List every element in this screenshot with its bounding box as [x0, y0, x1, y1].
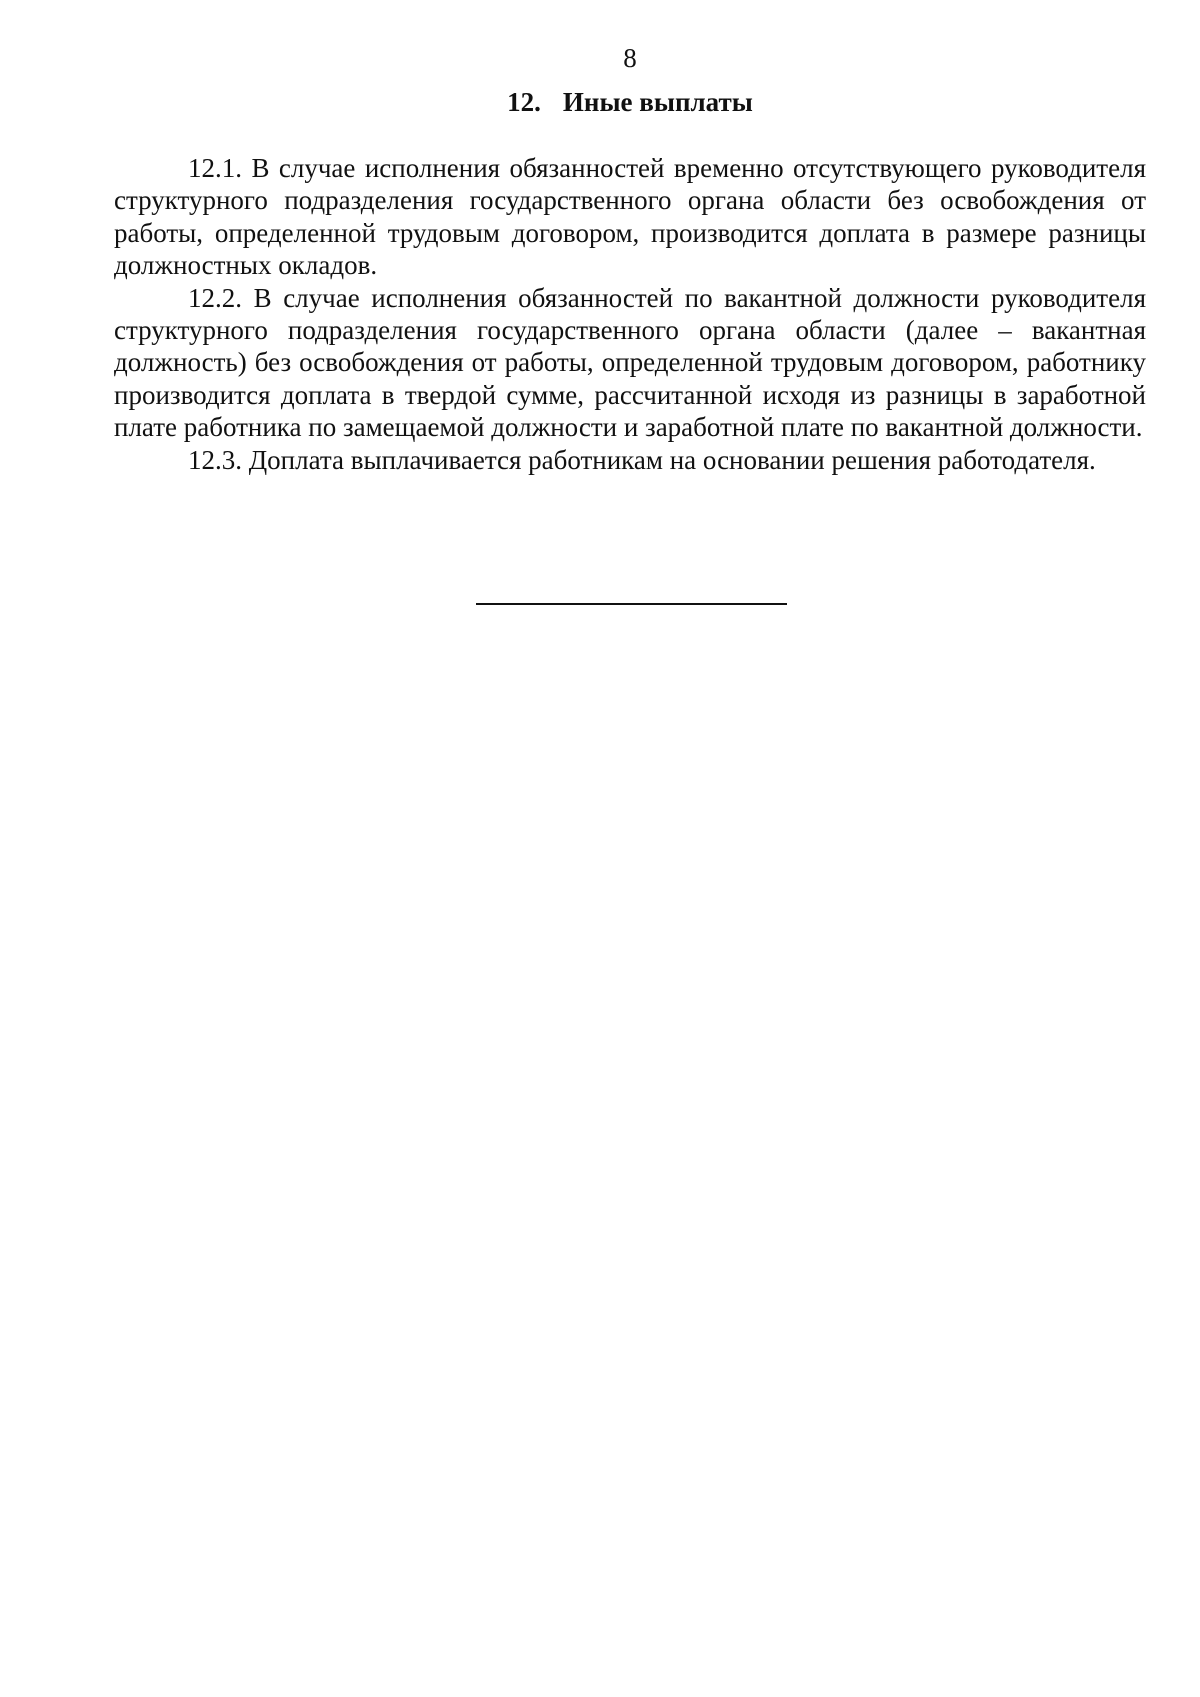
end-of-section-divider — [476, 603, 787, 605]
section-title: Иные выплаты — [562, 87, 753, 117]
section-heading — [0, 86, 1200, 118]
section-number: 12. — [507, 87, 541, 117]
paragraph-12-3: 12.3. Доплата выплачивается работникам на основании решения работодателя. — [188, 444, 1096, 475]
page-number: 8 — [623, 43, 637, 73]
section-body — [114, 152, 1146, 476]
paragraph-12-1: 12.1. В случае исполнения обязанностей временно отсутствующего руководителя структурного подразделения государственного органа области без освобождения от работы, определенной трудовым договором, производится доплата в размере разницы должностных окладов. — [114, 153, 1146, 281]
paragraph-12-2: 12.2. В случае исполнения обязанностей по вакантной должности руководителя структурного подразделения государственного органа области (далее – вакантная должность) без освобождения от работы, определенной трудовым договором, работнику производится доплата в твердой сумме, рассчитанной исходя из разницы в заработной плате работника по замещаемой должности и заработной плате по вакантной должности. — [114, 282, 1146, 443]
